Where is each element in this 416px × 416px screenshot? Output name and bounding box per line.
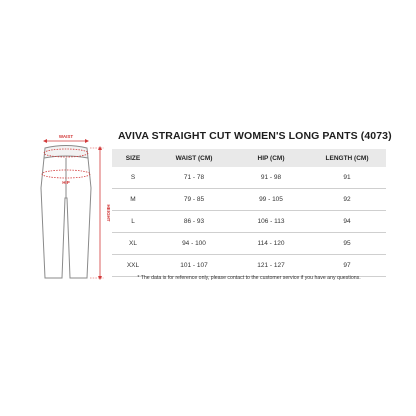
pants-measurement-diagram: [22, 128, 114, 288]
table-row: [112, 233, 386, 255]
waist-cell: 86 - 93: [154, 211, 234, 233]
waist-label: WAIST: [58, 134, 74, 139]
size-cell: S: [112, 167, 154, 189]
table-row: [112, 255, 386, 277]
column-header-size: SIZE: [112, 149, 154, 167]
chart-title: AVIVA STRAIGHT CUT WOMEN'S LONG PANTS (4073): [118, 130, 392, 142]
size-cell: L: [112, 211, 154, 233]
hip-cell: 91 - 98: [234, 167, 308, 189]
waist-measurement-arrow: [43, 134, 89, 143]
hip-cell: 99 - 105: [234, 189, 308, 211]
hip-cell: 106 - 113: [234, 211, 308, 233]
size-chart-table: [112, 149, 386, 277]
length-cell: 95: [308, 233, 386, 255]
hip-label: HIP: [62, 180, 70, 185]
size-cell: M: [112, 189, 154, 211]
length-cell: 94: [308, 211, 386, 233]
waist-cell: 79 - 85: [154, 189, 234, 211]
pants-outline: [41, 146, 91, 279]
disclaimer-note: * The data is for reference only, please contact to the customer service if you have any questions.: [137, 275, 361, 281]
table-row: [112, 167, 386, 189]
length-cell: 91: [308, 167, 386, 189]
column-header-hip: HIP (CM): [234, 149, 308, 167]
table-row: [112, 211, 386, 233]
hip-cell: 121 - 127: [234, 255, 308, 277]
column-header-waist: WAIST (CM): [154, 149, 234, 167]
height-label: HEIGHT: [106, 204, 111, 222]
column-header-length: LENGTH (CM): [308, 149, 386, 167]
hip-cell: 114 - 120: [234, 233, 308, 255]
length-cell: 97: [308, 255, 386, 277]
table-header-row: [112, 149, 386, 167]
height-measurement-arrow: [90, 146, 111, 280]
waist-cell: 101 - 107: [154, 255, 234, 277]
length-cell: 92: [308, 189, 386, 211]
waist-cell: 94 - 100: [154, 233, 234, 255]
size-cell: XXL: [112, 255, 154, 277]
table-row: [112, 189, 386, 211]
size-cell: XL: [112, 233, 154, 255]
waist-cell: 71 - 78: [154, 167, 234, 189]
